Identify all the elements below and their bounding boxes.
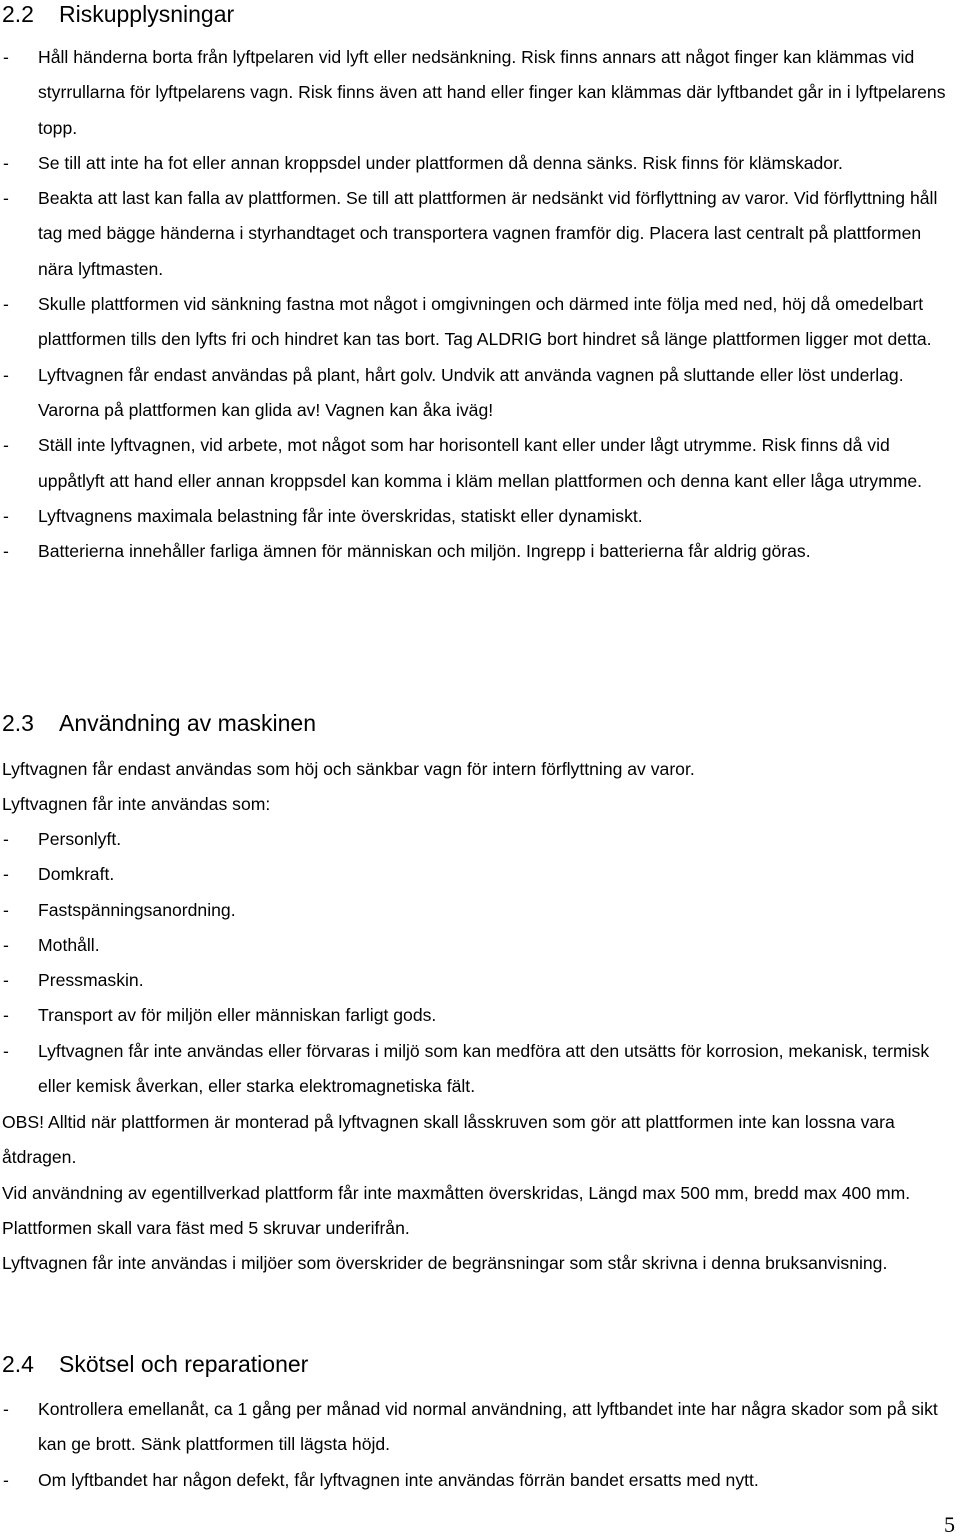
bullet-dash: - xyxy=(3,1399,9,1419)
section-heading-2-3 xyxy=(2,709,316,737)
bullet-dash: - xyxy=(3,364,9,385)
section-number: 2.2 xyxy=(2,1,34,27)
list-item-text: Mothåll. xyxy=(38,934,100,955)
list-item xyxy=(0,428,960,499)
prohibited-uses-list xyxy=(0,822,960,1104)
section-heading-2-2 xyxy=(2,0,234,28)
usage-intro: Lyftvagnen får endast användas som höj och sänkbar vagn för intern förflyttning av varor. xyxy=(2,759,695,779)
bullet-dash: - xyxy=(3,294,9,315)
list-item-text: Batterierna innehåller farliga ämnen för människan och miljön. Ingrepp i batterierna får aldrig göras. xyxy=(38,541,811,562)
list-item-text: Beakta att last kan falla av plattformen. Se till att plattformen är nedsänkt vid förflyttning av varor. Vid förflyttning håll tag med bägge händerna i styrhandtaget och transportera vagnen framför dig. Placera last centralt på plattformen nära lyftmasten. xyxy=(38,188,938,279)
bullet-dash: - xyxy=(3,829,9,849)
list-item xyxy=(0,358,960,429)
list-item xyxy=(0,287,960,358)
list-item-text: Pressmaskin. xyxy=(38,970,144,991)
list-item xyxy=(0,1392,960,1463)
bullet-dash: - xyxy=(3,899,9,920)
bullet-dash: - xyxy=(3,1469,9,1490)
obs-note: OBS! Alltid när plattformen är monterad på lyftvagnen skall låsskruven som gör att plattformen inte kan lossna vara åtdragen. xyxy=(2,1112,895,1168)
bullet-dash: - xyxy=(3,864,9,885)
list-item xyxy=(0,181,960,287)
bullet-dash: - xyxy=(3,47,9,67)
list-item xyxy=(0,40,960,146)
platform-dimensions-note: Vid användning av egentillverkad plattform får inte maxmåtten överskridas, Längd max 500 mm, bredd max 400 mm. Plattformen skall vara fäst med 5 skruvar underifrån. xyxy=(2,1183,911,1239)
list-item-text: Lyftvagnen får endast användas på plant, hårt golv. Undvik att använda vagnen på sluttande eller löst underlag. Varorna på plattformen kan glida av! Vagnen kan åka iväg! xyxy=(38,364,904,420)
bullet-dash: - xyxy=(3,970,9,991)
list-item xyxy=(0,1463,960,1498)
list-item-text: Domkraft. xyxy=(38,864,115,885)
section-title: Skötsel och reparationer xyxy=(59,1351,309,1377)
list-item-text: Håll händerna borta från lyftpelaren vid lyft eller nedsänkning. Risk finns annars att något finger kan klämmas vid styrrullarna för lyftpelarens vagn. Risk finns även att hand eller finger kan klämmas där lyftbandet går in i lyftpelarens topp. xyxy=(38,47,946,138)
section-title: Riskupplysningar xyxy=(59,1,235,27)
bullet-dash: - xyxy=(3,1005,9,1026)
section-number: 2.3 xyxy=(2,710,34,736)
maintenance-list xyxy=(0,1392,960,1498)
bullet-dash: - xyxy=(3,435,9,456)
risk-list xyxy=(0,40,960,569)
list-item-text: Se till att inte ha fot eller annan kroppsdel under plattformen då denna sänks. Risk finns för klämskador. xyxy=(38,152,843,173)
list-item xyxy=(0,857,960,892)
bullet-dash: - xyxy=(3,1040,9,1061)
section-title: Användning av maskinen xyxy=(59,710,316,736)
list-item xyxy=(0,146,960,181)
section-number: 2.4 xyxy=(2,1351,34,1377)
list-item-text: Kontrollera emellanåt, ca 1 gång per månad vid normal användning, att lyftbandet inte har några skador som på sikt kan ge brott. Sänk plattformen till lägsta höjd. xyxy=(38,1399,938,1455)
list-item-text: Ställ inte lyftvagnen, vid arbete, mot något som har horisontell kant eller under lågt utrymme. Risk finns då vid uppåtlyft att hand eller annan kroppsdel kan komma i kläm mellan plattformen och denna kant eller låga utrymme. xyxy=(38,435,923,491)
list-item xyxy=(0,534,960,569)
list-item-text: Personlyft. xyxy=(38,829,122,849)
section-heading-2-4 xyxy=(2,1350,308,1378)
bullet-dash: - xyxy=(3,505,9,526)
list-item-text: Om lyftbandet har någon defekt, får lyftvagnen inte användas förrän bandet ersatts med nytt. xyxy=(38,1469,759,1490)
list-item-text: Lyftvagnen får inte användas eller förvaras i miljö som kan medföra att den utsätts för korrosion, mekanisk, termisk eller kemisk åverkan, eller starka elektromagnetiska fält. xyxy=(38,1040,930,1097)
list-item-text: Skulle plattformen vid sänkning fastna mot något i omgivningen och därmed inte följa med ned, höj då omedelbart plattformen tills den lyfts fri och hindret kan tas bort. Tag ALDRIG bort hindret så länge plattformen ligger mot detta. xyxy=(38,294,932,350)
list-item xyxy=(0,893,960,928)
bullet-dash: - xyxy=(3,541,9,562)
usage-not-allowed-intro: Lyftvagnen får inte användas som: xyxy=(2,794,271,814)
list-item xyxy=(0,928,960,963)
bullet-dash: - xyxy=(3,152,9,173)
bullet-dash: - xyxy=(3,934,9,955)
list-item-text: Transport av för miljön eller människan farligt gods. xyxy=(38,1005,437,1026)
bullet-dash: - xyxy=(3,188,9,209)
list-item xyxy=(0,1034,960,1105)
environment-limits-note: Lyftvagnen får inte användas i miljöer som överskrider de begränsningar som står skrivna i denna bruksanvisning. xyxy=(2,1253,888,1273)
list-item xyxy=(0,822,960,857)
list-item-text: Fastspänningsanordning. xyxy=(38,899,236,920)
list-item xyxy=(0,499,960,534)
list-item xyxy=(0,998,960,1033)
page-number: 5 xyxy=(944,1512,955,1537)
list-item-text: Lyftvagnens maximala belastning får inte överskridas, statiskt eller dynamiskt. xyxy=(38,505,643,526)
list-item xyxy=(0,963,960,998)
